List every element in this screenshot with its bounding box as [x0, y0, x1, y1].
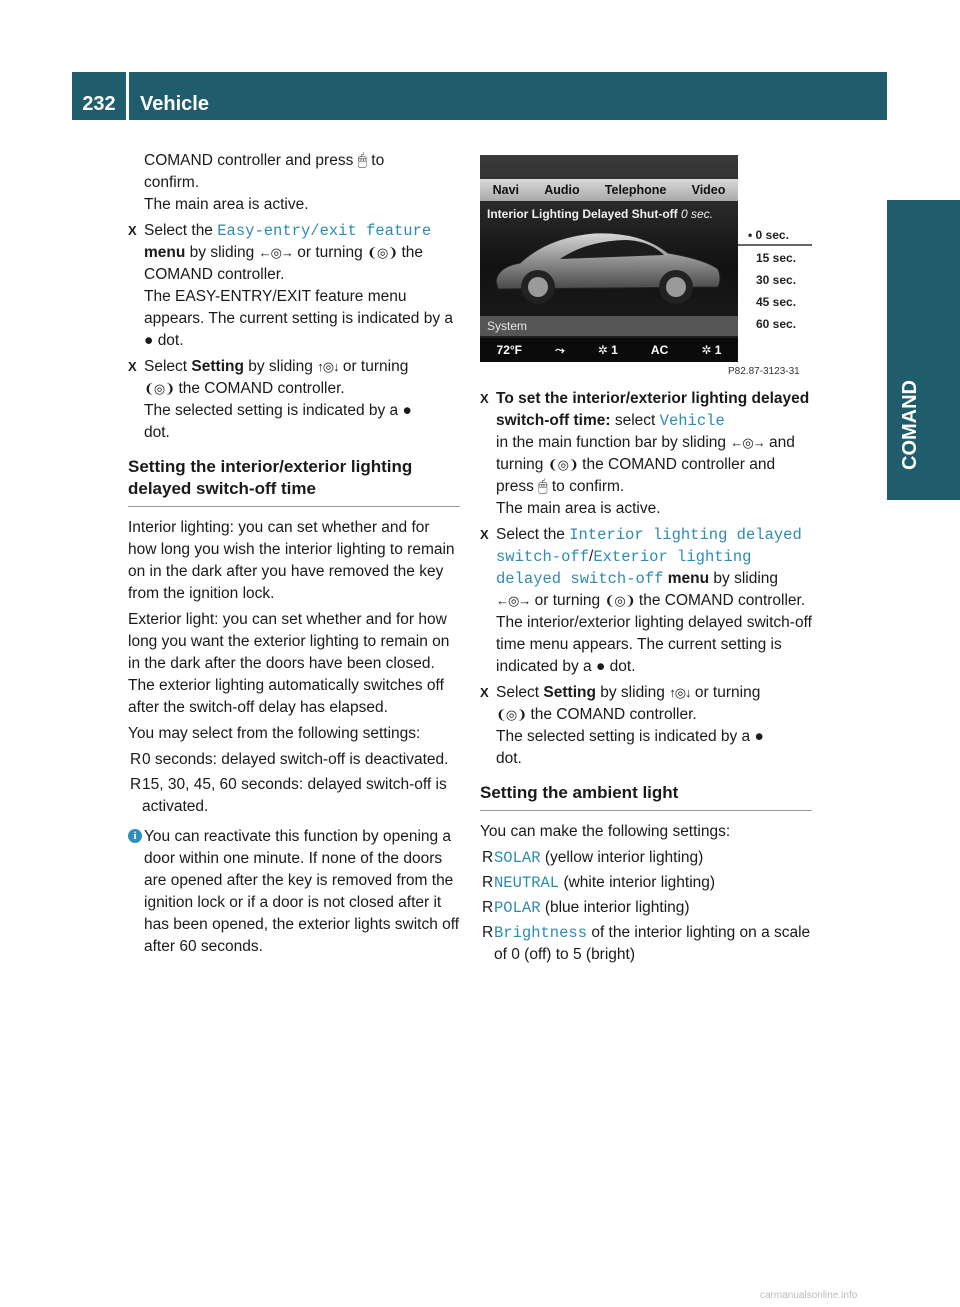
- step-arrow-icon: X: [128, 359, 137, 374]
- step-arrow-icon: X: [480, 391, 489, 406]
- figure-caption: P82.87-3123-31: [728, 366, 800, 377]
- step-select-setting: [128, 356, 460, 444]
- step-text: the COMAND controller.: [178, 380, 345, 397]
- setting-code-polar: POLAR: [494, 899, 541, 917]
- page-header: [72, 72, 887, 120]
- info-icon: i: [128, 829, 142, 843]
- nav-item-navi: Navi: [492, 183, 519, 197]
- step-text: the: [401, 244, 424, 261]
- menu-code-exterior-lighting: Exterior lighting delayed switch-off: [496, 548, 752, 588]
- step-text: Select the: [496, 526, 565, 543]
- option-30-sec[interactable]: 30 sec.: [756, 273, 797, 287]
- car-image: [490, 223, 726, 311]
- nav-item-video: Video: [691, 183, 726, 197]
- page-number: 232: [82, 93, 116, 115]
- left-column: [128, 150, 460, 958]
- step-text: dot.: [157, 332, 184, 349]
- list-item-text: of the interior lighting on a scale of 0 (off) to 5 (bright): [494, 924, 811, 963]
- slide-left-right-icon: ←◎→: [258, 245, 293, 260]
- step-result: The main area is active.: [496, 500, 661, 517]
- airflow-icon: ⤳: [555, 343, 565, 357]
- comand-display: [480, 155, 738, 362]
- section-heading-ambient-light: Setting the ambient light: [480, 782, 812, 811]
- intro-result: The main area is active.: [144, 196, 309, 213]
- system-bar: System: [480, 316, 738, 336]
- setting-code-neutral: NEUTRAL: [494, 874, 560, 892]
- list-item-text: 0 seconds: delayed switch-off is deactivated.: [142, 751, 449, 768]
- right-column: [480, 388, 812, 969]
- option-60-sec[interactable]: 60 sec.: [756, 317, 797, 331]
- bullet-icon: R: [482, 924, 494, 941]
- turn-controller-icon: ❨◎❩: [144, 381, 175, 396]
- footer-watermark: carmanualsonline.info: [760, 1290, 858, 1301]
- step-text: or turning: [694, 684, 761, 701]
- step-text: by sliding: [189, 244, 255, 261]
- step-bold: Setting: [543, 684, 596, 701]
- dot-icon: ●: [402, 402, 412, 419]
- step-select-lighting-menu: [480, 524, 812, 678]
- list-item: [128, 749, 460, 771]
- temperature-label: 72°F: [496, 343, 523, 357]
- list-item: [480, 847, 812, 869]
- nav-item-audio: Audio: [544, 183, 580, 197]
- screen-title-value: 0 sec.: [681, 207, 714, 221]
- press-icon: 🖱: [538, 478, 548, 495]
- step-text: COMAND controller.: [144, 266, 285, 283]
- menu-code-easy-entry: Easy-entry/exit feature: [217, 222, 432, 240]
- paragraph-interior: Interior lighting: you can set whether and for how long you wish the interior lighting to remain on in the dark after you have removed the key from the ignition lock.: [128, 519, 455, 602]
- intro-text: [128, 150, 460, 216]
- list-item: [480, 897, 812, 919]
- step-text: dot.: [609, 658, 636, 675]
- step-bold: To set the interior/exterior lighting delayed switch-off time:: [496, 390, 810, 429]
- intro-line-end: to: [371, 152, 385, 169]
- setting-code-brightness: Brightness: [494, 924, 588, 942]
- step-select-easy-entry: [128, 220, 460, 352]
- step-text: dot.: [144, 424, 170, 441]
- step-text: to confirm.: [551, 478, 625, 495]
- step-text: Select the: [144, 222, 213, 239]
- option-0-sec[interactable]: • 0 sec.: [738, 224, 812, 246]
- step-result: The EASY-ENTRY/EXIT feature menu appears. The current setting is indicated by a: [144, 288, 454, 327]
- step-text: the COMAND controller and: [582, 456, 776, 473]
- option-15-sec[interactable]: 15 sec.: [756, 251, 797, 265]
- step-text: or turning: [342, 358, 409, 375]
- press-icon: 🖱: [357, 152, 367, 169]
- step-arrow-icon: X: [480, 527, 489, 542]
- turn-controller-icon: ❨◎❩: [604, 593, 635, 608]
- slide-up-down-icon: ↑◎↓: [317, 359, 339, 374]
- slide-up-down-icon: ↑◎↓: [669, 685, 691, 700]
- main-function-bar: [480, 179, 738, 201]
- slide-left-right-icon: ←◎→: [496, 593, 531, 608]
- step-bold: Setting: [191, 358, 244, 375]
- section-heading-delayed-switch-off: Setting the interior/exterior lighting delayed switch-off time: [128, 456, 460, 507]
- list-item: [480, 872, 812, 894]
- turn-controller-icon: ❨◎❩: [367, 245, 398, 260]
- step-text: in the main function bar by sliding: [496, 434, 727, 451]
- setting-code-solar: SOLAR: [494, 849, 541, 867]
- header-divider: [126, 72, 129, 120]
- separator: /: [589, 548, 594, 565]
- bullet-icon: R: [130, 751, 142, 768]
- bullet-icon: R: [482, 899, 494, 916]
- turn-controller-icon: ❨◎❩: [496, 707, 527, 722]
- step-arrow-icon: X: [128, 223, 137, 238]
- list-item-text: (yellow interior lighting): [544, 849, 704, 866]
- step-result: The selected setting is indicated by a: [144, 402, 399, 419]
- menu-code-vehicle: Vehicle: [659, 412, 725, 430]
- screen-title: [487, 203, 713, 225]
- step-select-setting: [480, 682, 812, 770]
- step-text: or turning: [297, 244, 363, 261]
- list-item-text: 15, 30, 45, 60 seconds: delayed switch-off is activated.: [142, 776, 447, 815]
- step-text: or turning: [534, 592, 601, 609]
- slide-left-right-icon: ←◎→: [730, 435, 765, 450]
- list-item-text: (white interior lighting): [563, 874, 716, 891]
- intro-line: COMAND controller and press: [144, 152, 354, 169]
- step-result: The selected setting is indicated by a: [496, 728, 751, 745]
- dot-icon: ●: [595, 658, 606, 675]
- step-text: turning: [496, 456, 544, 473]
- screen-title-text: Interior Lighting Delayed Shut-off: [487, 207, 678, 221]
- step-text: the COMAND controller.: [638, 592, 806, 609]
- list-item-text: (blue interior lighting): [544, 899, 690, 916]
- intro-line-2: confirm.: [144, 174, 200, 191]
- info-note-text: You can reactivate this function by opening a door within one minute. If none of the doors are opened after the key is removed from the ignition lock or if a door is not closed after it has been opened, the exterior lights switch off after 60 seconds.: [144, 828, 460, 955]
- step-text: by sliding: [248, 358, 313, 375]
- step-text: Select: [496, 684, 540, 701]
- bullet-icon: R: [482, 874, 494, 891]
- step-text: press: [496, 478, 534, 495]
- paragraph-exterior: Exterior light: you can set whether and for how long you want the exterior lighting to remain on in the dark after the doors have been closed. The exterior lighting automatically switches off after the switch-off delay has elapsed.: [128, 611, 450, 716]
- step-text: the COMAND controller.: [530, 706, 697, 723]
- step-text: by sliding: [713, 570, 779, 587]
- nav-item-telephone: Telephone: [604, 183, 667, 197]
- paragraph-ambient: You can make the following settings:: [480, 823, 731, 840]
- menu-code-interior-lighting: Interior lighting delayed switch-off: [496, 526, 802, 566]
- chapter-title: Vehicle: [140, 93, 209, 115]
- step-bold: menu: [144, 244, 186, 261]
- side-tab-label: COMAND: [899, 380, 921, 470]
- step-select-vehicle: [480, 388, 812, 520]
- list-item: [128, 774, 460, 818]
- bullet-icon: R: [130, 776, 142, 793]
- step-text: by sliding: [600, 684, 665, 701]
- fan-icon: ✲ 1: [701, 343, 722, 357]
- step-result: The interior/exterior lighting delayed switch-off time menu appears. The current setting is indicated by a: [496, 614, 812, 675]
- ac-label: AC: [650, 343, 669, 357]
- step-text: select: [614, 412, 656, 429]
- list-item: [480, 922, 812, 966]
- dot-icon: ●: [144, 332, 154, 349]
- fan-icon: ✲ 1: [597, 343, 618, 357]
- option-45-sec[interactable]: 45 sec.: [756, 295, 797, 309]
- bullet-icon: R: [482, 849, 494, 866]
- step-text: and: [769, 434, 795, 451]
- step-text: Select: [144, 358, 188, 375]
- turn-controller-icon: ❨◎❩: [547, 457, 578, 472]
- comand-screenshot: [480, 155, 812, 377]
- dot-icon: ●: [754, 728, 764, 745]
- step-arrow-icon: X: [480, 685, 489, 700]
- climate-status-bar: [480, 338, 738, 362]
- step-bold: menu: [667, 570, 710, 587]
- delay-options-menu: [738, 155, 812, 362]
- paragraph-settings: You may select from the following settings:: [128, 725, 421, 742]
- info-note: [128, 826, 460, 958]
- step-text: dot.: [496, 750, 522, 767]
